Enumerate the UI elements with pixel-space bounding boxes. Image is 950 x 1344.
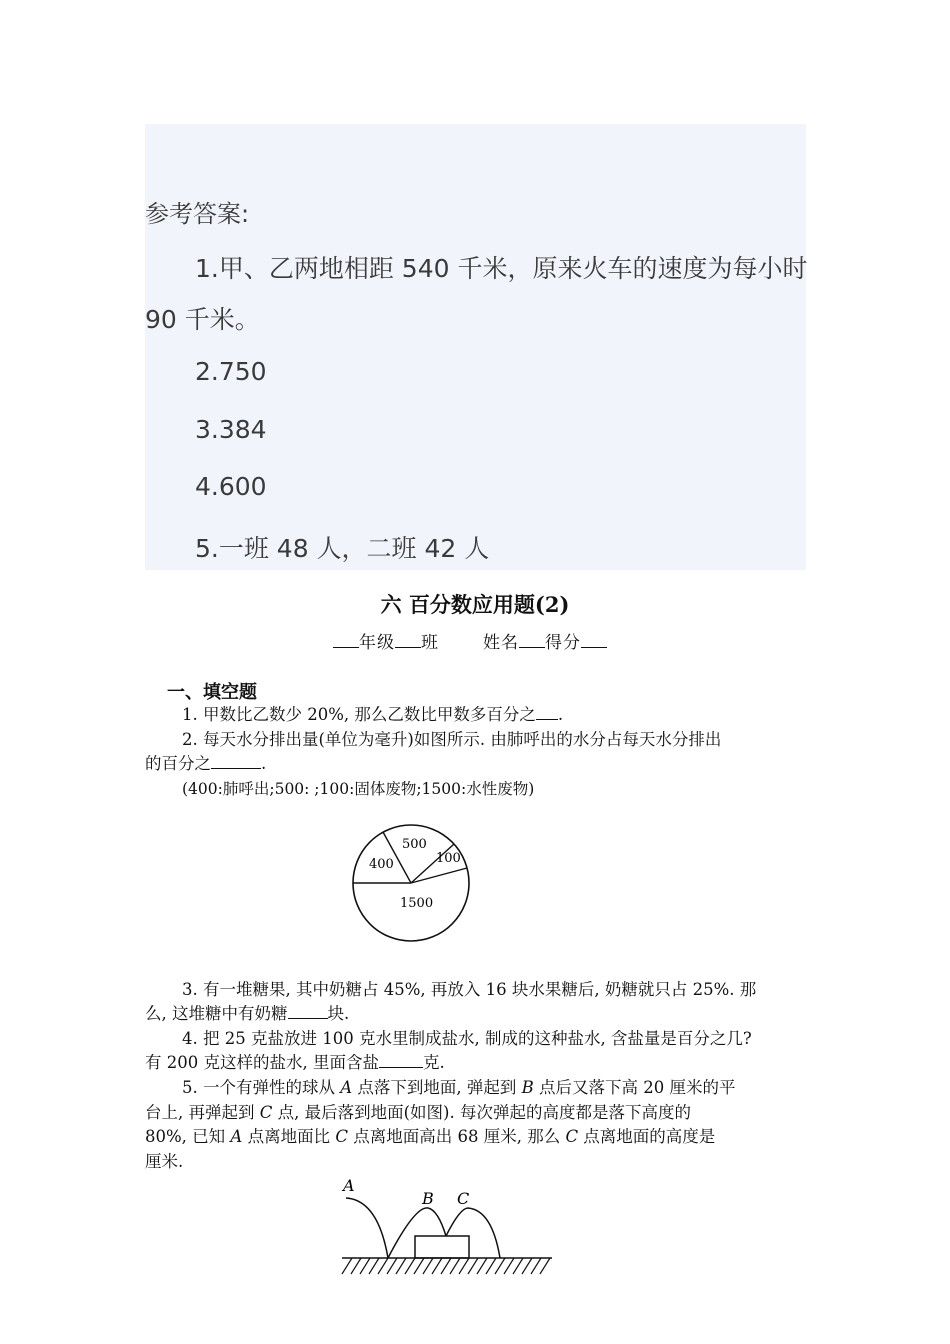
point-a-label: A [343, 1176, 355, 1195]
q3-blank [288, 1003, 328, 1019]
hatch-line [441, 1258, 451, 1274]
question-2-line1: 2. 每天水分排出量(单位为毫升)如图所示. 由肺呼出的水分占每天水分排出 [182, 730, 722, 749]
hatch-line [387, 1258, 397, 1274]
hatch-line [540, 1258, 550, 1274]
name-label: 姓名 [483, 633, 519, 653]
student-info-line [333, 628, 607, 653]
answer-item: 90 千米。 [145, 305, 260, 334]
q1-text: 1. 甲数比乙数少 20%, 那么乙数比甲数多百分之 [182, 705, 536, 724]
question-5-line4: 厘米. [145, 1152, 184, 1171]
q2-end: . [261, 754, 267, 773]
answer-item: 5.一班 48 人，二班 42 人 [195, 534, 490, 563]
score-label: 得分 [545, 633, 581, 653]
class-blank [395, 631, 421, 648]
question-4-line2 [145, 1051, 445, 1075]
hatch-line [477, 1258, 487, 1274]
pie-label: 400 [369, 857, 394, 872]
answer-item: 2.750 [195, 357, 267, 386]
answer-item: 4.600 [195, 472, 267, 501]
ground-hatching [342, 1258, 550, 1274]
q3-text: 么, 这堆糖中有奶糖 [145, 1004, 288, 1023]
hatch-line [432, 1258, 442, 1274]
answer-heading: 参考答案: [145, 200, 250, 228]
hatch-line [495, 1258, 505, 1274]
question-2-line2 [145, 752, 266, 776]
question-3-line2 [145, 1002, 349, 1026]
hatch-line [522, 1258, 532, 1274]
grade-blank [333, 631, 359, 648]
question-5-line1: 5. 一个有弹性的球从 A 点落下到地面, 弹起到 B 点后又落下高 20 厘米的平 [182, 1078, 736, 1097]
hatch-line [513, 1258, 523, 1274]
water-pie-figure [345, 812, 480, 942]
hatch-line [504, 1258, 514, 1274]
worksheet-title: 六 百分数应用题(2) [380, 592, 570, 617]
score-blank [581, 631, 607, 648]
q2-blank [211, 753, 261, 769]
q4-text: 有 200 克这样的盐水, 里面含盐 [145, 1053, 379, 1072]
hatch-line [486, 1258, 496, 1274]
ball-bounce-figure [330, 1172, 560, 1282]
q1-blank [536, 704, 558, 720]
point-c-label: C [457, 1189, 470, 1208]
hatch-line [351, 1258, 361, 1274]
pie-label: 500 [402, 837, 427, 852]
pie-label: 1500 [400, 896, 434, 911]
hatch-line [405, 1258, 415, 1274]
hatch-line [468, 1258, 478, 1274]
hatch-line [450, 1258, 460, 1274]
hatch-line [531, 1258, 541, 1274]
answer-item: 1.甲、乙两地相距 540 千米，原来火车的速度为每小时 [195, 254, 808, 283]
point-b-label: B [422, 1189, 434, 1208]
hatch-line [369, 1258, 379, 1274]
hatch-line [396, 1258, 406, 1274]
pie-label: 100 [436, 851, 461, 866]
hatch-line [459, 1258, 469, 1274]
question-3-line1: 3. 有一堆糖果, 其中奶糖占 45%, 再放入 16 块水果糖后, 奶糖就只占 25%. 那 [182, 980, 757, 999]
hatch-line [342, 1258, 352, 1274]
name-blank [519, 631, 545, 648]
answer-panel [145, 124, 806, 570]
q2-text: 的百分之 [145, 754, 211, 773]
hatch-line [414, 1258, 424, 1274]
hatch-line [378, 1258, 388, 1274]
q4-blank [379, 1052, 423, 1068]
question-5-line3: 80%, 已知 A 点离地面比 C 点离地面高出 68 厘米, 那么 C 点离地面的高度是 [145, 1127, 716, 1146]
q3-end: 块. [327, 1004, 350, 1023]
q1-end: . [557, 705, 564, 724]
question-2-legend: (400:肺呼出;500: ;100:固体废物;1500:水性废物) [182, 780, 535, 798]
question-1 [182, 703, 563, 727]
grade-label: 年级 [359, 633, 395, 653]
class-label: 班 [421, 633, 439, 653]
question-4-line1: 4. 把 25 克盐放进 100 克水里制成盐水, 制成的这种盐水, 含盐量是百分之几? [182, 1029, 752, 1048]
hatch-line [423, 1258, 433, 1274]
hatch-line [360, 1258, 370, 1274]
q4-end: 克. [422, 1053, 445, 1072]
answer-item: 3.384 [195, 415, 267, 444]
question-5-line2: 台上, 再弹起到 C 点, 最后落到地面(如图). 每次弹起的高度都是落下高度的 [145, 1103, 691, 1122]
section-heading: 一、填空题 [167, 682, 257, 703]
